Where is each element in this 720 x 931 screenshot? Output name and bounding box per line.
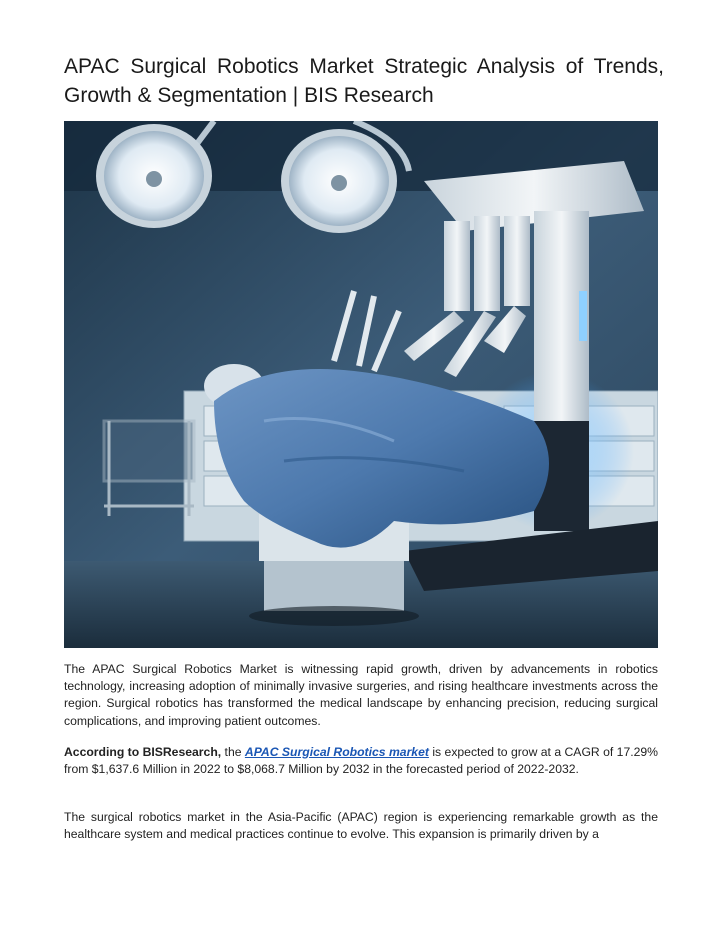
market-report-link[interactable]: APAC Surgical Robotics market [244,745,429,759]
operating-room-illustration [64,121,658,648]
forecast-text-post: is expected to grow at a CAGR of 17.29% from $1,637.6 Million in 2022 to $8,068.7 Million by 2032 in the forecasted period of 2022-2032. [64,745,659,777]
page-title: APAC Surgical Robotics Market Strategic Analysis of Trends, Growth & Segmentation | BIS Research [64,55,664,107]
forecast-text-pre: the [221,745,245,759]
intro-paragraph: The APAC Surgical Robotics Market is witnessing rapid growth, driven by advancements in robotics technology, increasing adoption of minimally invasive surgeries, and rising healthcare investments across the region. Surgical robotics has transformed the medical landscape by enhancing precision, reducing surgical complications, and improving patient outcomes. [64,662,658,728]
growth-paragraph: The surgical robotics market in the Asia-Pacific (APAC) region is experiencing remarkable growth as the healthcare system and medical practices continue to evolve. This expansion is primarily driven by a [64,810,658,842]
hero-image-surgical-robot [64,121,658,648]
forecast-paragraph [64,744,658,778]
source-lead: According to BISResearch, [64,745,222,759]
